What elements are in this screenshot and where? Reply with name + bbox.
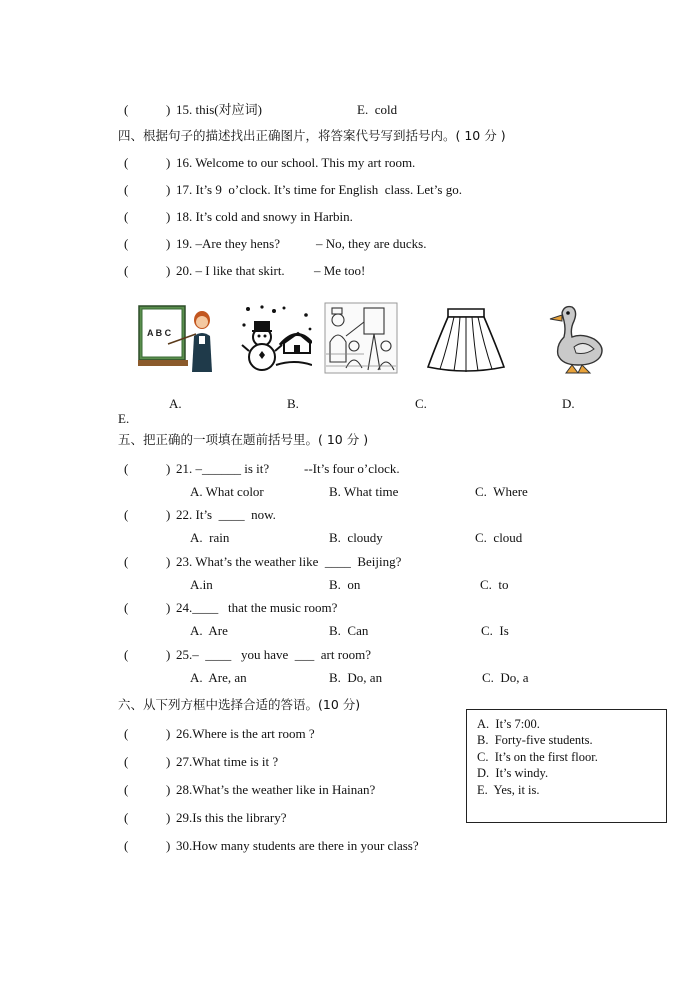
answer-bracket-open: ( [124, 554, 129, 569]
option-c: C. Where [475, 484, 528, 499]
answer-bracket-open: ( [124, 838, 129, 853]
answer-bracket-open: ( [124, 600, 129, 615]
answer-bracket-close: ) [166, 209, 171, 224]
question-30: 30.How many students are there in your class? [176, 838, 419, 853]
answer-bracket-open: ( [124, 754, 129, 769]
section-4-title: 四、根据句子的描述找出正确图片，将答案代号写到括号内。( 10 分 ) [118, 128, 506, 143]
answer-bracket-close: ) [166, 554, 171, 569]
answer-bracket-open: ( [124, 810, 129, 825]
answer-bracket-close: ) [166, 726, 171, 741]
duck-icon [548, 303, 606, 375]
question-15: 15. this(对应词) [176, 102, 262, 117]
answer-bracket-open: ( [124, 102, 129, 117]
answer-bracket-open: ( [124, 155, 129, 170]
answer-choice-e: E. Yes, it is. [477, 782, 540, 797]
answer-bracket-open: ( [124, 647, 129, 662]
answer-bracket-close: ) [166, 838, 171, 853]
question-20: 20. – I like that skirt. [176, 263, 285, 278]
option-b: B. Can [329, 623, 369, 638]
question-21: 21. –______ is it? [176, 461, 270, 476]
answer-bracket-close: ) [166, 507, 171, 522]
question-16: 16. Welcome to our school. This my art room. [176, 155, 416, 170]
answer-bracket-close: ) [166, 182, 171, 197]
answer-bracket-open: ( [124, 726, 129, 741]
question-15-option: E. cold [357, 102, 398, 117]
question-24: 24.____ that the music room? [176, 600, 338, 615]
question-20-reply: – Me too! [314, 263, 366, 278]
answer-bracket-open: ( [124, 263, 129, 278]
answer-choice-d: D. It’s windy. [477, 766, 549, 781]
classroom-abc-teacher-icon [138, 304, 214, 372]
question-28: 28.What’s the weather like in Hainan? [176, 782, 376, 797]
question-19-reply: – No, they are ducks. [316, 236, 427, 251]
answer-choice-a: A. It’s 7:00. [477, 717, 540, 731]
question-29: 29.Is this the library? [176, 810, 287, 825]
answer-bracket-close: ) [166, 155, 171, 170]
answer-bracket-open: ( [124, 461, 129, 476]
answer-bracket-close: ) [166, 461, 171, 476]
question-21-reply: --It’s four o’clock. [304, 461, 400, 476]
question-25: 25.– ____ you have ___ art room? [176, 647, 371, 662]
question-27: 27.What time is it ? [176, 754, 279, 769]
question-17: 17. It’s 9 o’clock. It’s time for English class. Let’s go. [176, 182, 462, 197]
answer-bracket-close: ) [166, 600, 171, 615]
answer-choice-c: C. It’s on the first floor. [477, 749, 598, 764]
answer-bracket-close: ) [166, 754, 171, 769]
answer-bracket-close: ) [166, 782, 171, 797]
question-19: 19. –Are they hens? [176, 236, 280, 251]
answer-bracket-open: ( [124, 209, 129, 224]
snowman-icon [240, 303, 312, 373]
option-a: A. What color [190, 484, 264, 499]
picture-label-d: D. [562, 396, 575, 411]
answer-bracket-open: ( [124, 782, 129, 797]
option-a: A. Are [190, 623, 228, 638]
option-c: C. to [480, 577, 509, 592]
option-a: A. Are, an [190, 670, 247, 685]
question-22: 22. It’s ____ now. [176, 507, 276, 522]
option-c: C. Is [481, 623, 509, 638]
question-18: 18. It’s cold and snowy in Harbin. [176, 209, 353, 224]
answer-choice-b: B. Forty-five students. [477, 733, 593, 748]
answer-bracket-open: ( [124, 182, 129, 197]
section-6-title: 六、从下列方框中选择合适的答语。(10 分) [118, 697, 361, 712]
answer-bracket-close: ) [166, 236, 171, 251]
option-a: A.in [190, 577, 213, 592]
art-room-painting-icon [324, 302, 398, 374]
answer-choices-box [466, 709, 667, 823]
option-c: C. Do, a [482, 670, 529, 685]
answer-bracket-close: ) [166, 263, 171, 278]
answer-bracket-close: ) [166, 102, 171, 117]
answer-bracket-close: ) [166, 647, 171, 662]
option-b: B. on [329, 577, 361, 592]
option-a: A. rain [190, 530, 230, 545]
answer-bracket-open: ( [124, 236, 129, 251]
answer-bracket-close: ) [166, 810, 171, 825]
board-text: A B C [147, 328, 172, 338]
question-26: 26.Where is the art room ? [176, 726, 315, 741]
option-b: B. cloudy [329, 530, 383, 545]
section-5-title: 五、把正确的一项填在题前括号里。( 10 分 ) [118, 432, 369, 447]
question-23: 23. What’s the weather like ____ Beijing? [176, 554, 402, 569]
option-b: B. What time [329, 484, 399, 499]
picture-label-c: C. [415, 396, 427, 411]
option-c: C. cloud [475, 530, 523, 545]
option-b: B. Do, an [329, 670, 383, 685]
picture-label-b: B. [287, 396, 299, 411]
picture-label-a: A. [169, 396, 182, 411]
answer-bracket-open: ( [124, 507, 129, 522]
skirt-icon [426, 305, 506, 373]
picture-label-e: E. [118, 411, 130, 426]
